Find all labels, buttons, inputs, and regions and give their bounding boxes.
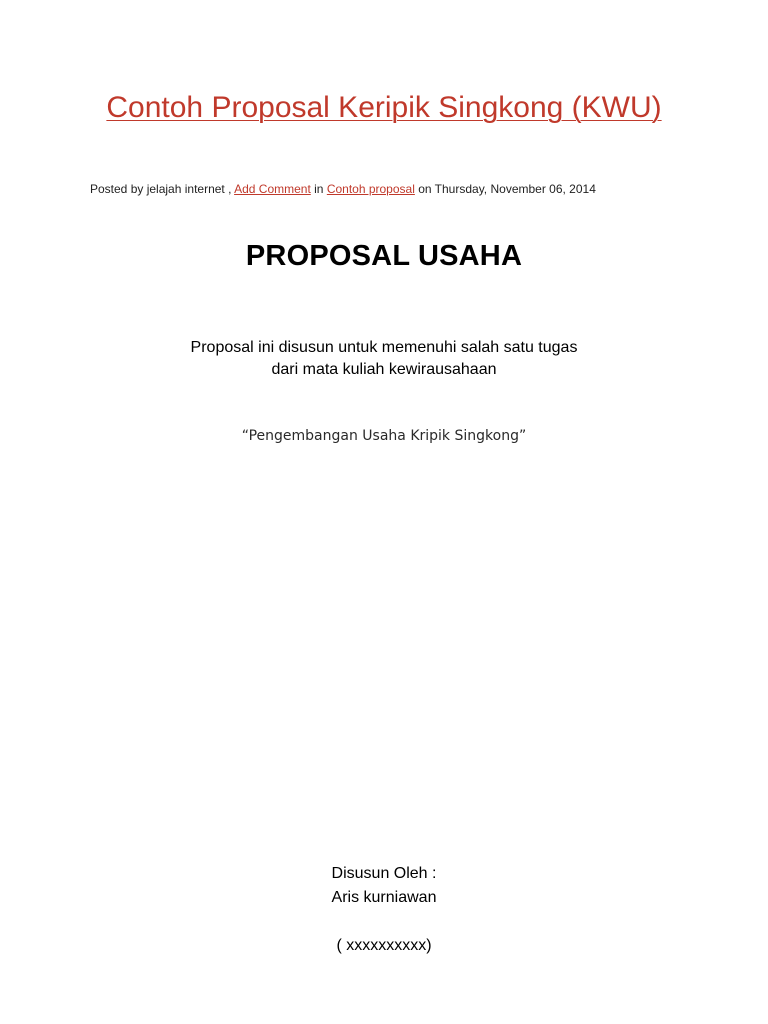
author-block: [84, 862, 684, 958]
post-title: [84, 90, 684, 126]
author-label: Disusun Oleh :: [331, 865, 437, 882]
document-subtitle: “Pengembangan Usaha Kripik Singkong”: [241, 428, 527, 444]
author-name: Aris kurniawan: [331, 889, 437, 906]
category-link[interactable]: Contoh proposal: [326, 182, 415, 196]
post-meta-date: on Thursday, November 06, 2014: [414, 182, 596, 196]
author-line: [84, 886, 684, 958]
post-meta: [90, 181, 690, 197]
post-meta-prefix: Posted by jelajah internet ,: [90, 182, 235, 196]
intro-line-1: Proposal ini disusun untuk memenuhi salah satu tugas: [190, 339, 578, 356]
post-title-link[interactable]: Contoh Proposal Keripik Singkong (KWU): [106, 91, 662, 124]
intro-paragraph: [84, 337, 684, 381]
post-meta-in: in: [310, 182, 327, 196]
author-id: ( xxxxxxxxxx): [336, 937, 432, 954]
document-heading: PROPOSAL USAHA: [245, 240, 523, 272]
add-comment-link[interactable]: Add Comment: [234, 182, 311, 196]
intro-line-2: dari mata kuliah kewirausahaan: [271, 361, 497, 378]
